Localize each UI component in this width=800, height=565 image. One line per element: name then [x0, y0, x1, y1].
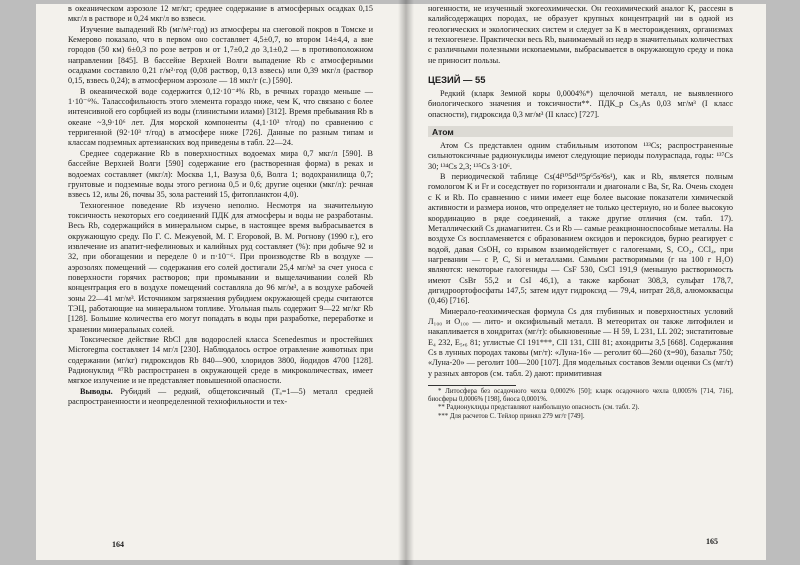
- footnote-2: ** Радионуклиды представляют наибольшую опасность (см. табл. 2).: [438, 404, 640, 412]
- subsection-bar: [428, 126, 733, 137]
- left-conclusion: [68, 387, 373, 408]
- left-paragraph-6: Токсическое действие RbCl для водорослей класса Scenedesmus и простейших Microregma составляет 14 мг/л [230]. Наблюдалось острое отравление животных при содержании (мг/кг) гидроксидов Rb 840—900, хлоридов 3800, йодидов 4700 [128]. Радионуклид ⁸⁷Rb распространен в окружающей среде в микроколичествах, имеет мягкое излучение и не представляет повышенной опасности.: [68, 335, 373, 386]
- section-title: ЦЕЗИЙ — 55: [428, 74, 486, 86]
- section-intro: Редкий (кларк Земной коры 0,0004%*) щелочной металл, не выявленного биологического значения и токсичности**. ПДК_р Cs₃As 0,03 мг/м³ (I класс опасности), гидроксида 0,3 мг/м³ (II класс) [727].: [428, 89, 733, 119]
- right-page: [406, 4, 766, 560]
- right-paragraph-3: Минерало-геохимическая формула Cs для глубинных и поверхностных условий Л₁₀₀ и О₁₀₀ — лито- и оксифильный металл. В метеоритах он также литофилен и накапливается в хондритах (мг/т): обыкновенные — H 59, L 231, LL 202; энстатитовые E₄ 232, E₅,₆ 81; углистые CI 191***, CII 131, CIII 81; ахондриты 3,5 [668]. Содержания Cs в лунных породах таковы (мг/т): «Луна-16» — реголит 60—260 (x̄=90), базальт 750; «Луна-20» — реголит 100—200 [107]. Для модельных составов Земли оценки Cs (мг/т) у разных авторов (см. табл. 2) дают: примитивная: [428, 306, 733, 378]
- footnote-3: *** Для расчетов С. Тейлор принял 279 мг/т [749].: [438, 412, 585, 420]
- left-page: [36, 4, 406, 560]
- subsection-title: Атом: [432, 126, 454, 137]
- footnote-rule: [428, 385, 516, 386]
- right-intro-paragraph: ногенности, не изученный экогеохимически. Он геохимический аналог K, рассеян в калийсодержащих породах, не образует крупных концентраций ни в одной из геологических и экологических систем и следует за K в месторождениях, организмах и техногенезе. Практически весь Rb, вынимаемый из недр в значительных количествах с различными полезными ископаемыми, выбрасывается в окружающую среду и пока не приносит пользы.: [428, 4, 733, 65]
- conclusion-text: Рубидий — редкий, общетоксичный (Tₐ=1—5) металл средней распространенности и неопределенной технофильности и тех-: [68, 386, 373, 407]
- left-paragraph-1: в океаническом аэрозоле 12 мг/кг; среднее содержание в атмосферных осадках 0,15 мкг/л в растворе и 0,24 мкг/л во взвеси.: [68, 4, 373, 24]
- right-paragraph-2: В периодической таблице Cs(4f¹⁰5d¹⁰5p⁶5s²6s¹), как и Rb, является полным гомологом K и Fr и соседствует по горизонтали и диагонали с Ba, Sr, Ra. Очень сходен с K и Rb. По сравнению с ними имеет еще более высокие показатели химической активности и размера ионов, что определяет не только цестерную, но и более высокую координацию в ряде соединений, а также другие отличия (см. табл. 17). Металлический Cs диамагнитен. Cs и Rb — самые реакционноспособные металлы. На воздухе Cs воспламеняется с образованием оксидов и пероксидов, бурно реагирует с водой, давая CsOH, со взрывом взаимодействует с галогенами, S, CO₂, CCl₄, при нагревании — с P, C, Si и металлами. Самыми растворимыми (г на 100 г H₂O) являются: некоторые галогениды — CsF 530, CsCl 191,9 (меньшую растворимость имеют CsBr 55,2 и CsI 46,1), а также карбонат 308,3, сульфат 178,7, дигидроортофосфаты 147,5; затем идут гидроксид — 79,4, нитрат 28,8, алюмоквасцы (0,46) [716].: [428, 172, 733, 306]
- left-paragraph-5: Техногенное поведение Rb изучено неполно. Несмотря на значительную токсичность некоторых его соединений ПДК для атмосферы и воды не разработаны. Весь Rb, содержащийся в минеральном сырье, в настоящее время выбрасывается в окружающую среду. По Г. С. Межуевой, М. Г. Егоровой, В. М. Рогнову (1990 г.), его извлечение из апатит-нефелиновых и калийных руд составляет (%): при добыче 92 и 32, при обогащении и переделе 0 и п·10⁻⁶. При производстве Rb в воздухе — аэрозолях помещений — содержания его солей достигали 25,4 мг/м³ за счет уноса с поверхности горячих растворов; при промывании и выщелачивании солей Rb концентрация его в воздухе помещений составляла до 96 мг/м³, а в воздухе рабочей зоны 22—41 мг/м³. Источником загрязнения рубидием окружающей среды считаются ТЭЦ, работающие на минеральном топливе. Угольная пыль содержит 9—22 мг/кг Rb [128]. Большие количества его могут попадать в воды при разработке, переработке и хранении минеральных солей.: [68, 200, 373, 334]
- page-number-left: 164: [112, 540, 124, 549]
- right-paragraph-1: Атом Cs представлен одним стабильным изотопом ¹³³Cs; распространенные сильнотоксичные радионуклиды имеют следующие периоды полураспада, годы: ¹³⁷Cs 30; ¹³⁴Cs 2,3; ¹³⁵Cs 3·10⁶.: [428, 141, 733, 171]
- conclusion-label: Выводы.: [80, 386, 113, 396]
- left-paragraph-2: Изучение выпадений Rb (мг/м²·год) из атмосферы на снеговой покров в Томске и Кемерово показало, что в первом оно составляет 4,5±0,7, во втором 14±4,4, а вне городов (50 км) 6±0,3 по розе ветров и от 1,7±0,2 до 3,1±0,2 — в противоположном направлении [845]. В бассейне Верхней Волги выпадение Rb с атмосферными осадками составило 0,21 г/м²·год (0,08 раствор, 0,13 взвесь) или 0,39 мкг/л (раствор 0,15, взвесь 0,24); в атмосферном аэрозоле — 18 мкг/г (с.) [590].: [68, 24, 373, 86]
- page-number-right: 165: [706, 537, 718, 546]
- left-paragraph-3: В океанической воде содержится 0,12·10⁻⁴% Rb, в речных гораздо меньше — 1·10⁻⁶%. Талассофильность этого элемента гораздо ниже, чем K, что связано с более интенсивной его сорбцией из воды (глинистыми илами) [312]. Время пребывания Rb в океане ~3,9·10⁶ лет. Для морской компоненты (4,1·10³ т/год) по сравнению с терригенной (92·10³ т/год) в атмосфере ниже [726]. Данные по разным типам и классам подземных артезианских вод приведены в табл. 22—24.: [68, 86, 373, 148]
- left-paragraph-4: Среднее содержание Rb в поверхностных водоемах мира 0,7 мкг/л [590]. В бассейне Верхней Волги [590] содержание его (растворенная форма) в реках и водоемах составляет (мкг/л): Москва 1,1, Вазуза 0,6, Волга 1; водохранилища 0,7; грунтовые и подземные воды этого региона 0,5 и 0,6; другие оценки (мкг/л): речная взвесь 12, илы 26, почвы 35, зола растений 15, фитопланктон 4,0).: [68, 148, 373, 200]
- right-text-column: [428, 4, 733, 421]
- left-text-column: [68, 4, 373, 407]
- footnote-1: * Литосфера без осадочного чехла 0,0002% [50]; кларк осадочного чехла 0,0005% [714, 716], биосферы 0,0006% [198], биоса 0,0001%.: [428, 388, 733, 404]
